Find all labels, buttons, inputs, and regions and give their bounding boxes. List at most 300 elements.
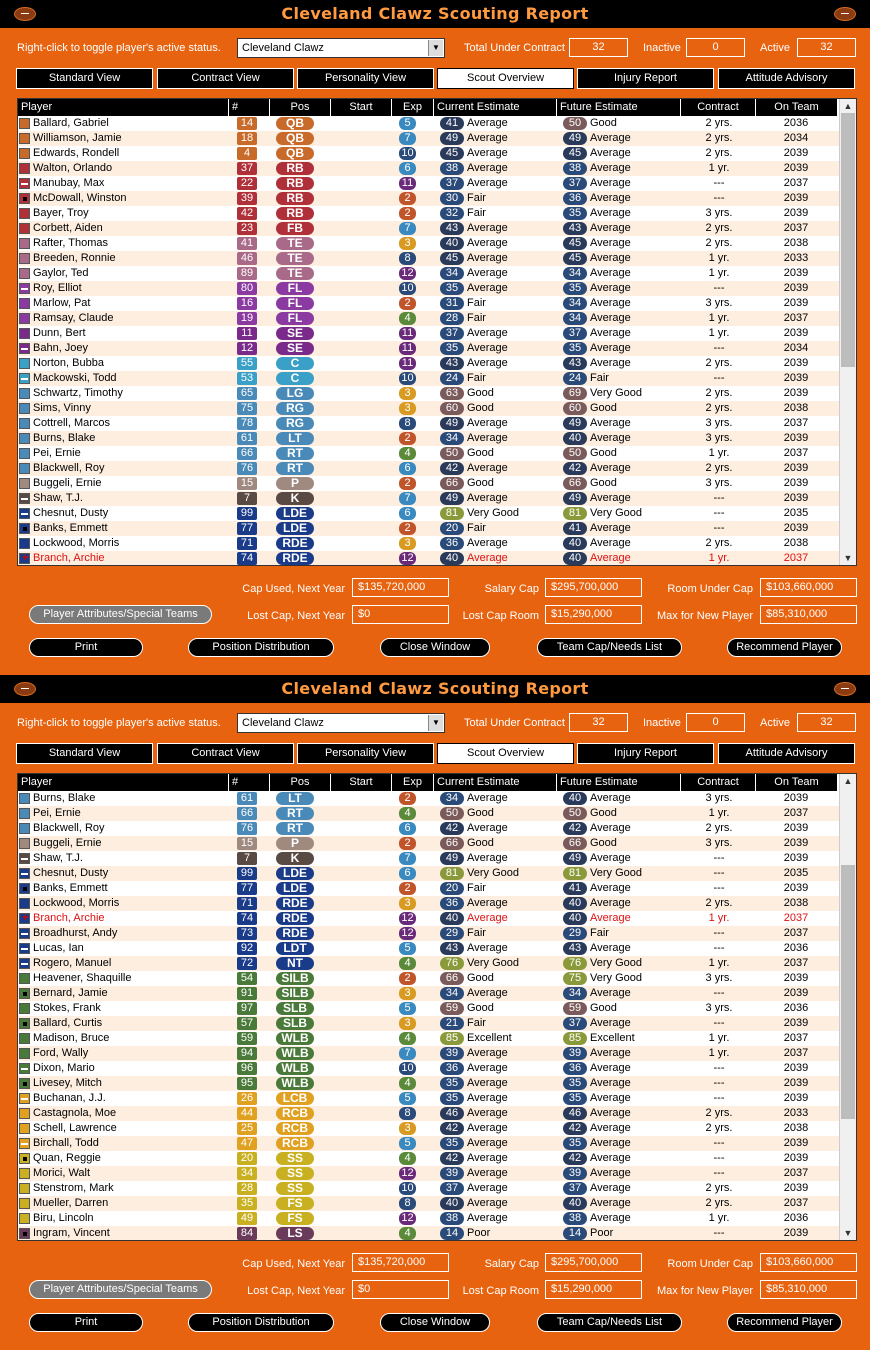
col-player[interactable]: Player <box>18 774 229 791</box>
position-badge: WLB <box>276 1032 314 1045</box>
scroll-down-icon[interactable]: ▼ <box>843 1228 853 1238</box>
current-estimate-text: Average <box>467 237 508 249</box>
on-team-year: 2036 <box>783 942 809 954</box>
player-name: Buggeli, Ernie <box>33 837 102 849</box>
table-row[interactable] <box>18 1001 840 1016</box>
scroll-up-icon[interactable]: ▲ <box>843 101 853 111</box>
on-team-year: 2036 <box>783 117 809 129</box>
on-team-year: 2039 <box>783 852 809 864</box>
contract-length: 1 yr. <box>708 1212 730 1224</box>
table-row[interactable] <box>18 806 840 821</box>
table-row[interactable] <box>18 1016 840 1031</box>
on-team-year: 2038 <box>783 402 809 414</box>
max-new-player-label: Max for New Player <box>657 1285 753 1297</box>
status-icon <box>19 358 30 369</box>
on-team-year: 2035 <box>783 867 809 879</box>
table-row[interactable] <box>18 206 840 221</box>
tab-injury-report[interactable]: Injury Report <box>577 743 714 764</box>
current-estimate-badge: 42 <box>440 1122 464 1135</box>
current-estimate-badge: 37 <box>440 1182 464 1195</box>
current-estimate-text: Average <box>467 852 508 864</box>
col-number[interactable]: # <box>229 99 270 116</box>
tab-attitude-advisory[interactable]: Attitude Advisory <box>718 68 855 89</box>
current-estimate-text: Fair <box>467 207 486 219</box>
status-icon <box>19 1003 30 1014</box>
jersey-number: 53 <box>237 372 257 385</box>
position-badge: RB <box>276 177 314 190</box>
status-icon <box>19 883 30 894</box>
experience-badge: 3 <box>399 1122 416 1135</box>
player-name: Shaw, T.J. <box>33 852 83 864</box>
position-badge: RT <box>276 822 314 835</box>
salary-cap-value: $295,700,000 <box>545 1253 642 1272</box>
table-row[interactable] <box>18 386 840 401</box>
table-row[interactable] <box>18 911 840 926</box>
table-row[interactable] <box>18 356 840 371</box>
current-estimate-text: Average <box>467 1212 508 1224</box>
future-estimate-text: Average <box>590 297 631 309</box>
current-estimate-badge: 49 <box>440 417 464 430</box>
future-estimate-badge: 49 <box>563 132 587 145</box>
current-estimate-text: Very Good <box>467 957 519 969</box>
experience-badge: 4 <box>399 312 416 325</box>
lost-cap-label: Lost Cap, Next Year <box>247 1285 345 1297</box>
vertical-scrollbar[interactable] <box>839 99 856 565</box>
future-estimate-badge: 49 <box>563 852 587 865</box>
jersey-number: 76 <box>237 462 257 475</box>
contract-length: 3 yrs. <box>705 207 733 219</box>
current-estimate-badge: 46 <box>440 1107 464 1120</box>
experience-badge: 3 <box>399 537 416 550</box>
table-row[interactable] <box>18 1166 840 1181</box>
current-estimate-text: Good <box>467 807 494 819</box>
jersey-number: 16 <box>237 297 257 310</box>
future-estimate-text: Average <box>590 162 631 174</box>
window-title: Cleveland Clawz Scouting Report <box>281 4 589 23</box>
table-row[interactable] <box>18 176 840 191</box>
status-icon <box>19 1018 30 1029</box>
future-estimate-text: Average <box>590 312 631 324</box>
current-estimate-text: Average <box>467 1122 508 1134</box>
table-row[interactable] <box>18 836 840 851</box>
current-estimate-badge: 28 <box>440 312 464 325</box>
table-row[interactable] <box>18 986 840 1001</box>
col-future-estimate[interactable]: Future Estimate <box>557 774 681 791</box>
on-team-year: 2038 <box>783 237 809 249</box>
contract-length: --- <box>713 1137 725 1149</box>
position-badge: RCB <box>276 1122 314 1135</box>
jersey-number: 74 <box>237 552 257 565</box>
tab-personality-view[interactable]: Personality View <box>297 743 434 764</box>
close-window-button[interactable]: Close Window <box>380 1313 490 1332</box>
col-current-estimate[interactable]: Current Estimate <box>434 99 557 116</box>
table-row[interactable] <box>18 431 840 446</box>
position-badge: TE <box>276 267 314 280</box>
tab-contract-view[interactable]: Contract View <box>157 743 294 764</box>
future-estimate-badge: 38 <box>563 162 587 175</box>
current-estimate-text: Average <box>467 942 508 954</box>
table-row[interactable] <box>18 536 840 551</box>
experience-badge: 2 <box>399 522 416 535</box>
experience-badge: 5 <box>399 1137 416 1150</box>
table-row[interactable] <box>18 296 840 311</box>
current-estimate-badge: 36 <box>440 537 464 550</box>
table-row[interactable] <box>18 491 840 506</box>
scrollbar-thumb[interactable] <box>841 865 855 1119</box>
tab-injury-report[interactable]: Injury Report <box>577 68 714 89</box>
player-name: Buchanan, J.J. <box>33 1092 106 1104</box>
contract-length: 2 yrs. <box>705 537 733 549</box>
experience-badge: 3 <box>399 237 416 250</box>
table-row[interactable] <box>18 521 840 536</box>
contract-length: --- <box>713 867 725 879</box>
status-icon <box>19 478 30 489</box>
tab-attitude-advisory[interactable]: Attitude Advisory <box>718 743 855 764</box>
future-estimate-text: Average <box>590 1092 631 1104</box>
print-button[interactable]: Print <box>29 1313 143 1332</box>
on-team-year: 2039 <box>783 1137 809 1149</box>
experience-badge: 12 <box>399 927 416 940</box>
table-row[interactable] <box>18 1076 840 1091</box>
current-estimate-text: Average <box>467 252 508 264</box>
table-row[interactable] <box>18 1226 840 1241</box>
table-row[interactable] <box>18 341 840 356</box>
current-estimate-text: Average <box>467 162 508 174</box>
status-icon <box>19 223 30 234</box>
col-number[interactable]: # <box>229 774 270 791</box>
tab-scout-overview[interactable]: Scout Overview <box>437 743 574 764</box>
position-badge: RB <box>276 162 314 175</box>
close-window-button[interactable]: Close Window <box>380 638 490 657</box>
table-row[interactable] <box>18 926 840 941</box>
position-distribution-button[interactable]: Position Distribution <box>188 1313 334 1332</box>
jersey-number: 41 <box>237 237 257 250</box>
table-row[interactable] <box>18 266 840 281</box>
table-row[interactable] <box>18 956 840 971</box>
status-icon <box>19 943 30 954</box>
on-team-year: 2039 <box>783 1077 809 1089</box>
future-estimate-badge: 35 <box>563 1077 587 1090</box>
table-row[interactable] <box>18 791 840 806</box>
table-row[interactable] <box>18 1151 840 1166</box>
position-badge: LS <box>276 1227 314 1240</box>
future-estimate-text: Average <box>590 417 631 429</box>
experience-badge: 10 <box>399 1182 416 1195</box>
status-icon <box>19 463 30 474</box>
future-estimate-badge: 42 <box>563 462 587 475</box>
table-row[interactable] <box>18 116 840 131</box>
future-estimate-text: Average <box>590 1017 631 1029</box>
table-row[interactable] <box>18 881 840 896</box>
tab-scout-overview[interactable]: Scout Overview <box>437 68 574 89</box>
experience-badge: 5 <box>399 117 416 130</box>
experience-badge: 4 <box>399 1152 416 1165</box>
experience-badge: 12 <box>399 1167 416 1180</box>
table-row[interactable] <box>18 551 840 566</box>
col-exp[interactable]: Exp <box>392 774 434 791</box>
football-icon <box>834 682 856 696</box>
position-badge: TE <box>276 252 314 265</box>
team-select-value: Cleveland Clawz <box>242 42 324 54</box>
tab-contract-view[interactable]: Contract View <box>157 68 294 89</box>
print-button[interactable]: Print <box>29 638 143 657</box>
position-distribution-button[interactable]: Position Distribution <box>188 638 334 657</box>
current-estimate-badge: 38 <box>440 1212 464 1225</box>
player-name: Norton, Bubba <box>33 357 104 369</box>
table-row[interactable] <box>18 1046 840 1061</box>
experience-badge: 2 <box>399 882 416 895</box>
col-on-team[interactable]: On Team <box>756 99 838 116</box>
on-team-year: 2038 <box>783 537 809 549</box>
player-name: Mueller, Darren <box>33 1197 109 1209</box>
current-estimate-text: Average <box>467 1137 508 1149</box>
col-exp[interactable]: Exp <box>392 99 434 116</box>
table-row[interactable] <box>18 326 840 341</box>
contract-length: --- <box>713 372 725 384</box>
player-name: Quan, Reggie <box>33 1152 101 1164</box>
col-contract[interactable]: Contract <box>681 774 756 791</box>
experience-badge: 3 <box>399 402 416 415</box>
player-name: Roy, Elliot <box>33 282 82 294</box>
table-row[interactable] <box>18 1031 840 1046</box>
col-player[interactable]: Player <box>18 99 229 116</box>
status-icon <box>19 988 30 999</box>
on-team-year: 2039 <box>783 462 809 474</box>
on-team-year: 2033 <box>783 1107 809 1119</box>
table-row[interactable] <box>18 221 840 236</box>
experience-badge: 8 <box>399 1107 416 1120</box>
table-row[interactable] <box>18 506 840 521</box>
table-row[interactable] <box>18 1181 840 1196</box>
col-pos[interactable]: Pos <box>270 99 331 116</box>
position-badge: RT <box>276 462 314 475</box>
future-estimate-badge: 50 <box>563 807 587 820</box>
status-icon <box>19 403 30 414</box>
position-badge: WLB <box>276 1047 314 1060</box>
future-estimate-badge: 14 <box>563 1227 587 1240</box>
status-icon <box>19 1078 30 1089</box>
contract-length: --- <box>713 1227 725 1239</box>
jersey-number: 74 <box>237 912 257 925</box>
future-estimate-text: Average <box>590 912 631 924</box>
future-estimate-badge: 75 <box>563 972 587 985</box>
col-start[interactable]: Start <box>331 99 392 116</box>
contract-length: 3 yrs. <box>705 432 733 444</box>
table-row[interactable] <box>18 866 840 881</box>
scroll-down-icon[interactable]: ▼ <box>843 553 853 563</box>
current-estimate-badge: 50 <box>440 447 464 460</box>
player-attributes-button[interactable]: Player Attributes/Special Teams <box>29 1280 212 1299</box>
team-select[interactable] <box>237 713 445 733</box>
player-name: McDowall, Winston <box>33 192 127 204</box>
table-row[interactable] <box>18 851 840 866</box>
table-row[interactable] <box>18 416 840 431</box>
position-badge: SILB <box>276 972 314 985</box>
table-row[interactable] <box>18 281 840 296</box>
future-estimate-text: Average <box>590 357 631 369</box>
table-row[interactable] <box>18 251 840 266</box>
player-name: Schell, Lawrence <box>33 1122 117 1134</box>
table-row[interactable] <box>18 941 840 956</box>
contract-length: 2 yrs. <box>705 1182 733 1194</box>
current-estimate-badge: 21 <box>440 1017 464 1030</box>
status-icon <box>19 523 30 534</box>
future-estimate-badge: 39 <box>563 1167 587 1180</box>
jersey-number: 96 <box>237 1062 257 1075</box>
table-row[interactable] <box>18 131 840 146</box>
player-name: Ballard, Gabriel <box>33 117 109 129</box>
team-cap-needs-button[interactable]: Team Cap/Needs List <box>537 638 682 657</box>
col-current-estimate[interactable]: Current Estimate <box>434 774 557 791</box>
vertical-scrollbar[interactable] <box>839 774 856 1240</box>
current-estimate-text: Fair <box>467 312 486 324</box>
table-row[interactable] <box>18 371 840 386</box>
col-future-estimate[interactable]: Future Estimate <box>557 99 681 116</box>
col-pos[interactable]: Pos <box>270 774 331 791</box>
future-estimate-text: Average <box>590 492 631 504</box>
position-badge: LT <box>276 792 314 805</box>
experience-badge: 7 <box>399 1047 416 1060</box>
player-table <box>17 773 857 1241</box>
current-estimate-text: Average <box>467 912 508 924</box>
scroll-up-icon[interactable]: ▲ <box>843 776 853 786</box>
inactive-label: Inactive <box>643 42 681 54</box>
status-icon <box>19 268 30 279</box>
table-row[interactable] <box>18 191 840 206</box>
future-estimate-badge: 29 <box>563 927 587 940</box>
player-attributes-button[interactable]: Player Attributes/Special Teams <box>29 605 212 624</box>
experience-badge: 3 <box>399 1017 416 1030</box>
inactive-value: 0 <box>686 38 745 57</box>
experience-badge: 4 <box>399 957 416 970</box>
on-team-year: 2037 <box>783 552 809 564</box>
scouting-window <box>0 675 870 1350</box>
table-row[interactable] <box>18 1196 840 1211</box>
future-estimate-text: Fair <box>590 372 609 384</box>
future-estimate-text: Average <box>590 1182 631 1194</box>
position-badge: RB <box>276 207 314 220</box>
table-row[interactable] <box>18 161 840 176</box>
future-estimate-text: Average <box>590 1062 631 1074</box>
experience-badge: 7 <box>399 132 416 145</box>
col-start[interactable]: Start <box>331 774 392 791</box>
chevron-down-icon[interactable]: ▼ <box>428 40 443 56</box>
position-badge: FL <box>276 282 314 295</box>
table-row[interactable] <box>18 821 840 836</box>
toggle-hint: Right-click to toggle player's active status. <box>17 42 221 54</box>
table-row[interactable] <box>18 1106 840 1121</box>
future-estimate-text: Good <box>590 807 617 819</box>
player-name: Livesey, Mitch <box>33 1077 102 1089</box>
tab-personality-view[interactable]: Personality View <box>297 68 434 89</box>
future-estimate-text: Average <box>590 852 631 864</box>
table-row[interactable] <box>18 461 840 476</box>
jersey-number: 84 <box>237 1227 257 1240</box>
table-row[interactable] <box>18 146 840 161</box>
table-row[interactable] <box>18 1061 840 1076</box>
position-badge: P <box>276 477 314 490</box>
status-icon <box>19 868 30 879</box>
future-estimate-badge: 49 <box>563 417 587 430</box>
team-select[interactable] <box>237 38 445 58</box>
current-estimate-badge: 41 <box>440 117 464 130</box>
tab-standard-view[interactable]: Standard View <box>16 68 153 89</box>
current-estimate-text: Average <box>467 117 508 129</box>
table-row[interactable] <box>18 1136 840 1151</box>
status-icon <box>19 178 30 189</box>
on-team-year: 2037 <box>783 957 809 969</box>
experience-badge: 11 <box>399 177 416 190</box>
future-estimate-text: Average <box>590 897 631 909</box>
scrollbar-thumb[interactable] <box>841 113 855 367</box>
jersey-number: 49 <box>237 1212 257 1225</box>
current-estimate-badge: 35 <box>440 1137 464 1150</box>
on-team-year: 2039 <box>783 1062 809 1074</box>
current-estimate-badge: 20 <box>440 522 464 535</box>
on-team-year: 2039 <box>783 207 809 219</box>
table-row[interactable] <box>18 401 840 416</box>
player-name: Walton, Orlando <box>33 162 113 174</box>
status-icon <box>19 898 30 909</box>
table-row[interactable] <box>18 1121 840 1136</box>
on-team-year: 2037 <box>783 417 809 429</box>
future-estimate-badge: 24 <box>563 372 587 385</box>
player-name: Shaw, T.J. <box>33 492 83 504</box>
player-name: Burns, Blake <box>33 432 96 444</box>
table-row[interactable] <box>18 476 840 491</box>
contract-length: 1 yr. <box>708 252 730 264</box>
contract-length: --- <box>713 1092 725 1104</box>
table-row[interactable] <box>18 236 840 251</box>
recommend-player-button[interactable]: Recommend Player <box>727 638 842 657</box>
future-estimate-text: Average <box>590 1077 631 1089</box>
col-on-team[interactable]: On Team <box>756 774 838 791</box>
contract-length: --- <box>713 942 725 954</box>
table-row[interactable] <box>18 446 840 461</box>
on-team-year: 2039 <box>783 162 809 174</box>
chevron-down-icon[interactable]: ▼ <box>428 715 443 731</box>
table-row[interactable] <box>18 1091 840 1106</box>
jersey-number: 34 <box>237 1167 257 1180</box>
table-row[interactable] <box>18 1211 840 1226</box>
table-row[interactable] <box>18 311 840 326</box>
future-estimate-badge: 40 <box>563 897 587 910</box>
current-estimate-badge: 39 <box>440 1047 464 1060</box>
future-estimate-badge: 40 <box>563 1197 587 1210</box>
player-name: Chesnut, Dusty <box>33 867 109 879</box>
future-estimate-badge: 34 <box>563 987 587 1000</box>
experience-badge: 4 <box>399 1227 416 1240</box>
jersey-number: 91 <box>237 987 257 1000</box>
on-team-year: 2036 <box>783 1212 809 1224</box>
future-estimate-badge: 81 <box>563 867 587 880</box>
max-new-player-label: Max for New Player <box>657 610 753 622</box>
team-cap-needs-button[interactable]: Team Cap/Needs List <box>537 1313 682 1332</box>
player-name: Ford, Wally <box>33 1047 89 1059</box>
current-estimate-text: Good <box>467 477 494 489</box>
tab-standard-view[interactable]: Standard View <box>16 743 153 764</box>
cap-used-label: Cap Used, Next Year <box>242 1258 345 1270</box>
table-row[interactable] <box>18 896 840 911</box>
col-contract[interactable]: Contract <box>681 99 756 116</box>
future-estimate-text: Average <box>590 267 631 279</box>
position-badge: SLB <box>276 1002 314 1015</box>
recommend-player-button[interactable]: Recommend Player <box>727 1313 842 1332</box>
table-row[interactable] <box>18 971 840 986</box>
current-estimate-text: Average <box>467 222 508 234</box>
contract-length: 2 yrs. <box>705 897 733 909</box>
future-estimate-badge: 37 <box>563 177 587 190</box>
